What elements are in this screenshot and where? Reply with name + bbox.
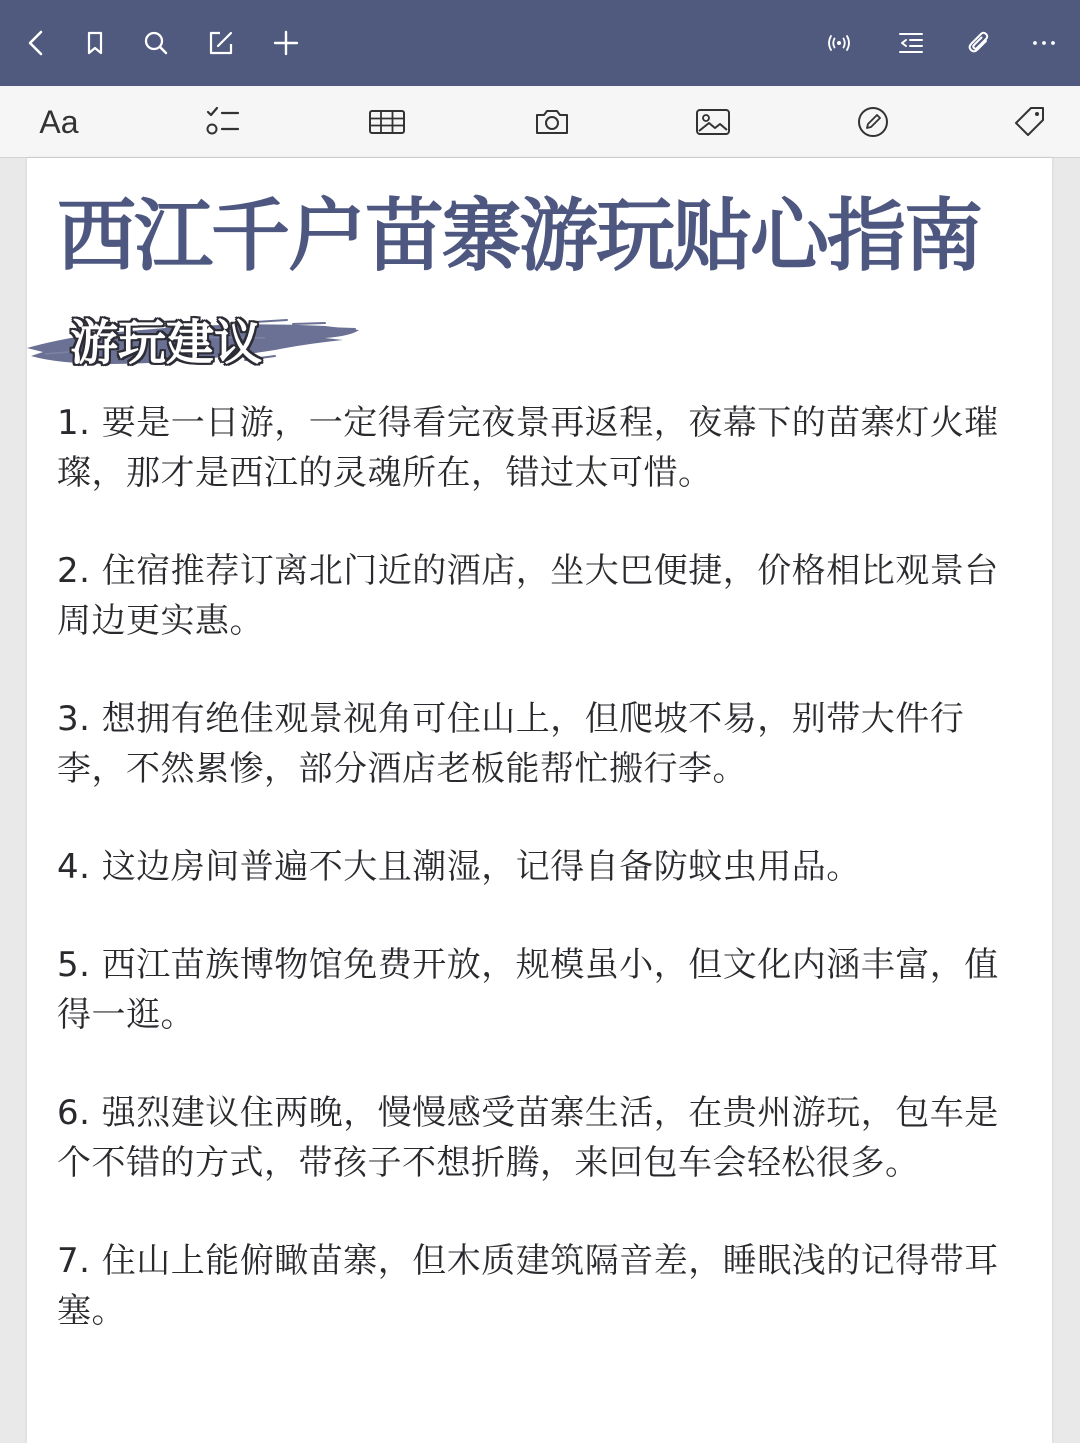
- image-button[interactable]: [685, 100, 741, 144]
- text-format-button[interactable]: [29, 100, 89, 144]
- outline-icon: [896, 28, 926, 58]
- list-item: 3. 想拥有绝佳观景视角可住山上，但爬坡不易，别带大件行李，不然累惨，部分酒店老板能帮忙搬行李。: [57, 699, 965, 789]
- edit-icon: [206, 28, 236, 58]
- search-button[interactable]: [135, 22, 177, 64]
- checklist-icon: [202, 102, 242, 142]
- add-button[interactable]: [265, 22, 307, 64]
- broadcast-icon: [824, 28, 854, 58]
- text-format-label: Aa: [39, 103, 79, 140]
- paperclip-icon: [964, 28, 994, 58]
- edit-button[interactable]: [200, 22, 242, 64]
- document-title: 西江千户苗寨游玩贴心指南: [57, 190, 981, 282]
- list-item: 1. 要是一日游，一定得看完夜景再返程，夜幕下的苗寨灯火璀璨，那才是西江的灵魂所在，错过太可惜。: [57, 403, 999, 493]
- more-icon: [1029, 28, 1059, 58]
- outline-button[interactable]: [890, 22, 932, 64]
- checklist-button[interactable]: [194, 100, 250, 144]
- list-item: 7. 住山上能俯瞰苗寨，但木质建筑隔音差，睡眠浅的记得带耳塞。: [57, 1241, 999, 1331]
- list-item: 2. 住宿推荐订离北门近的酒店，坐大巴便捷，价格相比观景台周边更实惠。: [57, 551, 999, 641]
- section-heading: 游玩建议: [70, 315, 263, 371]
- top-navigation-bar: [0, 0, 1080, 86]
- back-button[interactable]: [16, 22, 58, 64]
- note-page[interactable]: [27, 158, 1052, 1443]
- camera-icon: [532, 102, 572, 142]
- camera-button[interactable]: [524, 100, 580, 144]
- table-button[interactable]: [359, 100, 415, 144]
- bookmark-icon: [80, 28, 110, 58]
- plus-icon: [271, 28, 301, 58]
- more-button[interactable]: [1023, 22, 1065, 64]
- broadcast-button[interactable]: [818, 22, 860, 64]
- section-heading-block: [25, 310, 365, 376]
- back-icon: [22, 28, 52, 58]
- tag-icon: [1010, 102, 1050, 142]
- search-icon: [141, 28, 171, 58]
- list-item: 5. 西江苗族博物馆免费开放，规模虽小，但文化内涵丰富，值得一逛。: [57, 945, 999, 1035]
- list-item: 4. 这边房间普遍不大且潮湿，记得自备防蚊虫用品。: [57, 847, 861, 887]
- tips-list: [57, 398, 1017, 1384]
- table-icon: [367, 102, 407, 142]
- bookmark-button[interactable]: [74, 22, 116, 64]
- tag-button[interactable]: [1002, 100, 1058, 144]
- markup-icon: [853, 102, 893, 142]
- list-item: 6. 强烈建议住两晚，慢慢感受苗寨生活，在贵州游玩，包车是个不错的方式，带孩子不想折腾，来回包车会轻松很多。: [57, 1093, 999, 1183]
- image-icon: [693, 102, 733, 142]
- markup-button[interactable]: [845, 100, 901, 144]
- attach-button[interactable]: [958, 22, 1000, 64]
- format-toolbar: [0, 86, 1080, 158]
